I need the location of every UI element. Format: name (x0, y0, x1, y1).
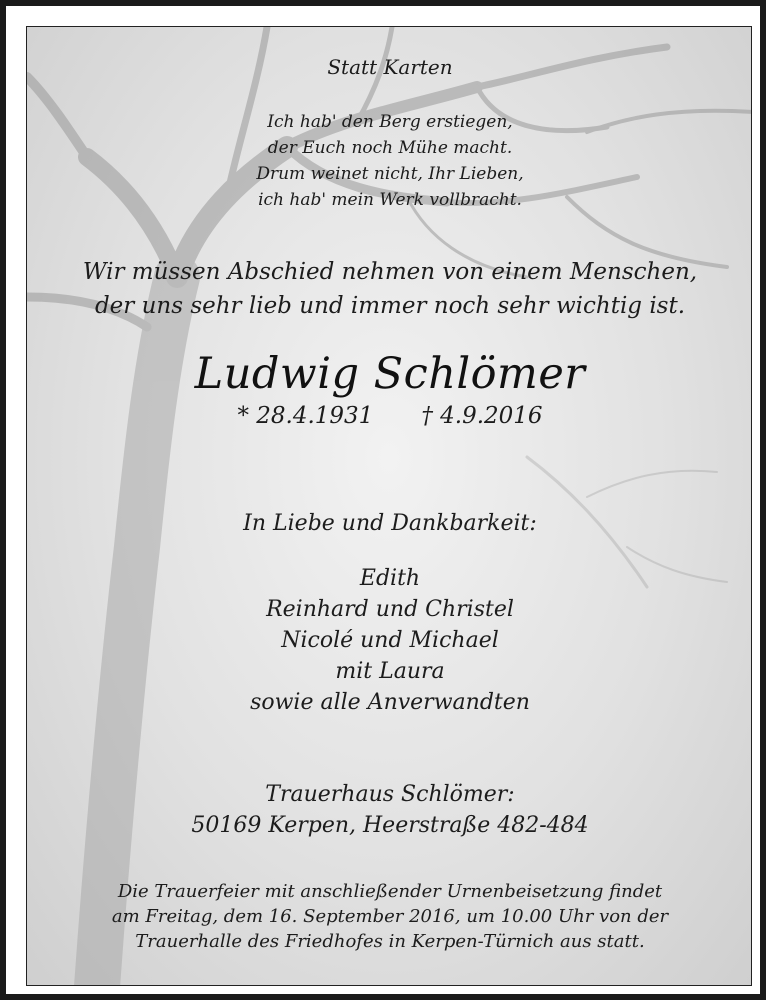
funeral-notice-line: Trauerhalle des Friedhofes in Kerpen-Türnich aus statt. (135, 931, 645, 952)
funeral-notice-line: Die Trauerfeier mit anschließender Urnenbeisetzung findet (117, 881, 663, 902)
life-dates (27, 403, 752, 429)
intro-line: Wir müssen Abschied nehmen von einem Menschen, (82, 259, 698, 285)
statt-karten-text: Statt Karten (327, 55, 453, 79)
notice-content (27, 27, 752, 986)
mourner-name: Edith (359, 566, 421, 591)
poem-line: Drum weinet nicht, Ihr Lieben, (256, 164, 524, 184)
mourner-name: Reinhard und Christel (266, 597, 514, 622)
mourner-name: sowie alle Anverwandten (250, 690, 530, 715)
poem-line: Ich hab' den Berg erstiegen, (267, 112, 513, 132)
mourning-house-address: 50169 Kerpen, Heerstraße 482-484 (191, 813, 589, 838)
death-date: † 4.9.2016 (421, 403, 543, 429)
funeral-notice-line: am Freitag, dem 16. September 2016, um 10.00 Uhr von der (111, 906, 669, 927)
intro-line: der uns sehr lieb und immer noch sehr wichtig ist. (94, 293, 686, 319)
mourner-name: mit Laura (335, 659, 445, 684)
notice-inner-frame (26, 26, 752, 986)
mourning-house-label: Trauerhaus Schlömer: (265, 782, 515, 807)
mourner-name: Nicolé und Michael (281, 628, 499, 653)
poem-line: der Euch noch Mühe macht. (267, 138, 513, 158)
mourners-heading: In Liebe und Dankbarkeit: (243, 511, 537, 536)
poem-line: ich hab' mein Werk vollbracht. (258, 190, 522, 210)
birth-date: * 28.4.1931 (237, 403, 374, 429)
deceased-name: Ludwig Schlömer (194, 349, 586, 399)
